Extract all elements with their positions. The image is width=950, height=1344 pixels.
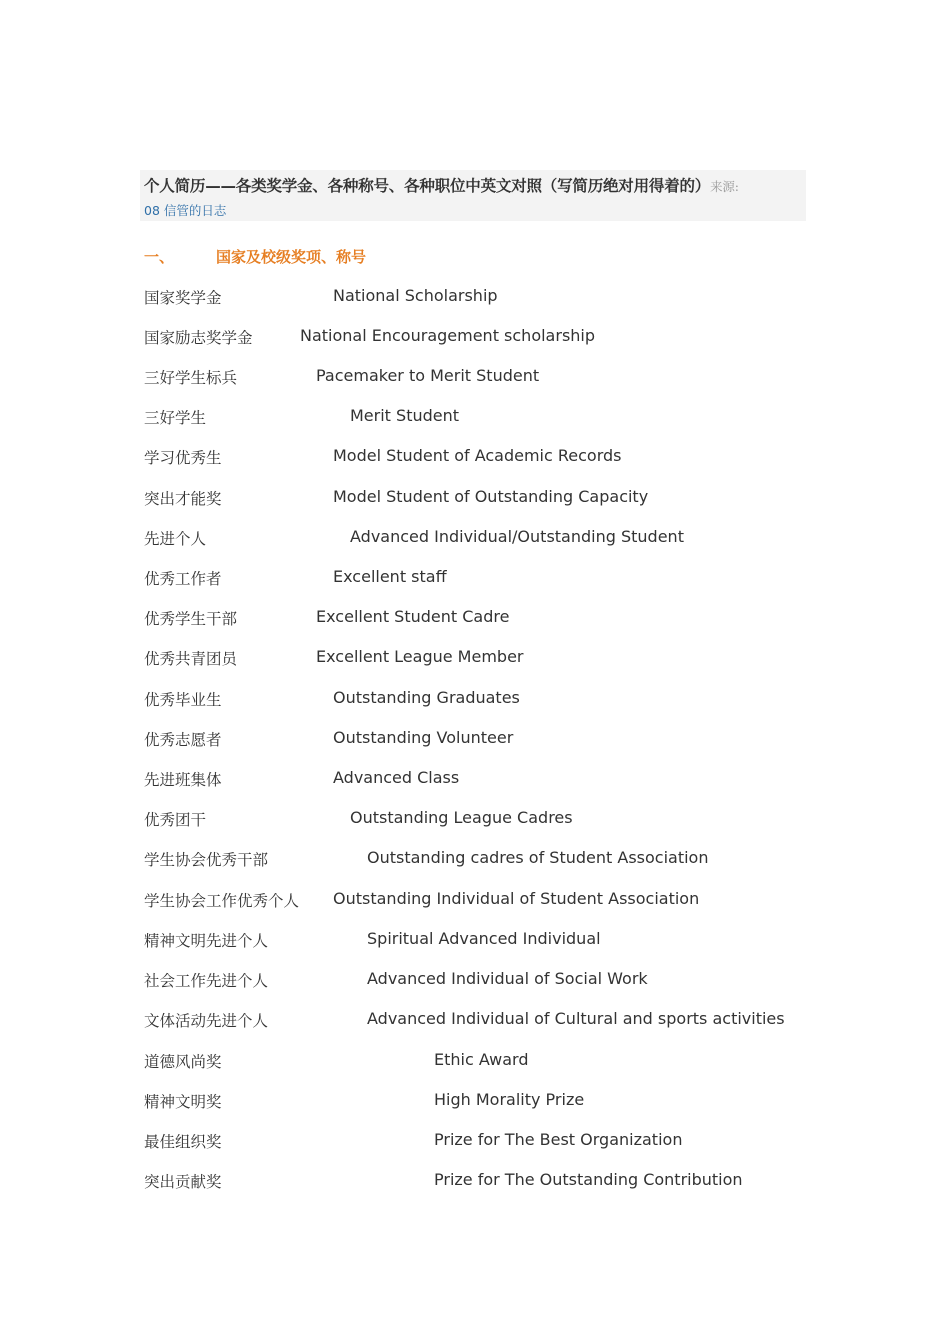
award-english: National Scholarship — [333, 286, 498, 305]
award-english: High Morality Prize — [434, 1090, 585, 1109]
award-english: Prize for The Outstanding Contribution — [434, 1170, 743, 1189]
award-row — [0, 848, 950, 872]
blog-source-link[interactable]: 08 信管的日志 — [144, 203, 227, 218]
award-english: Excellent League Member — [316, 647, 524, 666]
award-row — [0, 286, 950, 310]
award-row — [0, 446, 950, 470]
award-english: Excellent Student Cadre — [316, 607, 510, 626]
section-number: 一、 — [144, 248, 175, 266]
award-chinese: 先进班集体 — [144, 771, 222, 789]
award-row — [0, 1090, 950, 1114]
award-english: Advanced Individual of Social Work — [367, 969, 648, 988]
award-chinese: 优秀共青团员 — [144, 650, 238, 668]
source-label: 来源: — [710, 179, 739, 194]
award-row — [0, 406, 950, 430]
award-chinese: 优秀志愿者 — [144, 731, 222, 749]
award-chinese: 精神文明奖 — [144, 1093, 222, 1111]
award-english: Advanced Individual/Outstanding Student — [350, 527, 684, 546]
award-english: Outstanding Volunteer — [333, 728, 514, 747]
award-english: Prize for The Best Organization — [434, 1130, 683, 1149]
award-row — [0, 527, 950, 551]
award-english: Spiritual Advanced Individual — [367, 929, 601, 948]
award-chinese: 三好学生标兵 — [144, 369, 238, 387]
award-row — [0, 889, 950, 913]
award-row — [0, 1009, 950, 1033]
award-chinese: 精神文明先进个人 — [144, 932, 269, 950]
article-title-text: 个人简历——各类奖学金、各种称号、各种职位中英文对照（写简历绝对用得着的） — [144, 177, 711, 195]
award-row — [0, 607, 950, 631]
award-row — [0, 366, 950, 390]
award-row — [0, 768, 950, 792]
award-chinese: 国家奖学金 — [144, 289, 222, 307]
award-row — [0, 487, 950, 511]
award-row — [0, 326, 950, 350]
award-row — [0, 567, 950, 591]
award-chinese: 社会工作先进个人 — [144, 972, 269, 990]
award-row — [0, 1130, 950, 1154]
award-chinese: 优秀毕业生 — [144, 691, 222, 709]
award-row — [0, 728, 950, 752]
award-chinese: 优秀团干 — [144, 811, 207, 829]
award-english: Outstanding Graduates — [333, 688, 520, 707]
award-english: Ethic Award — [434, 1050, 529, 1069]
award-english: Outstanding Individual of Student Association — [333, 889, 700, 908]
award-english: Merit Student — [350, 406, 460, 425]
award-chinese: 道德风尚奖 — [144, 1053, 222, 1071]
award-row — [0, 808, 950, 832]
award-english: Outstanding cadres of Student Association — [367, 848, 709, 867]
award-chinese: 先进个人 — [144, 530, 207, 548]
award-chinese: 优秀工作者 — [144, 570, 222, 588]
award-chinese: 三好学生 — [144, 409, 207, 427]
award-english: Advanced Individual of Cultural and sports activities — [367, 1009, 785, 1028]
award-english: Model Student of Outstanding Capacity — [333, 487, 649, 506]
section-title: 国家及校级奖项、称号 — [216, 248, 367, 266]
award-english: National Encouragement scholarship — [300, 326, 596, 345]
award-row — [0, 969, 950, 993]
award-chinese: 学生协会工作优秀个人 — [144, 892, 300, 910]
award-english: Outstanding League Cadres — [350, 808, 573, 827]
award-chinese: 国家励志奖学金 — [144, 329, 253, 347]
award-english: Advanced Class — [333, 768, 460, 787]
award-chinese: 学生协会优秀干部 — [144, 851, 269, 869]
award-row — [0, 688, 950, 712]
award-row — [0, 929, 950, 953]
award-row — [0, 647, 950, 671]
award-chinese: 突出才能奖 — [144, 490, 222, 508]
article-title — [144, 174, 739, 196]
award-row — [0, 1050, 950, 1074]
award-row — [0, 1170, 950, 1194]
award-chinese: 学习优秀生 — [144, 449, 222, 467]
award-chinese: 文体活动先进个人 — [144, 1012, 269, 1030]
award-chinese: 突出贡献奖 — [144, 1173, 222, 1191]
award-english: Model Student of Academic Records — [333, 446, 622, 465]
award-chinese: 最佳组织奖 — [144, 1133, 222, 1151]
award-english: Excellent staff — [333, 567, 447, 586]
award-chinese: 优秀学生干部 — [144, 610, 238, 628]
award-english: Pacemaker to Merit Student — [316, 366, 540, 385]
